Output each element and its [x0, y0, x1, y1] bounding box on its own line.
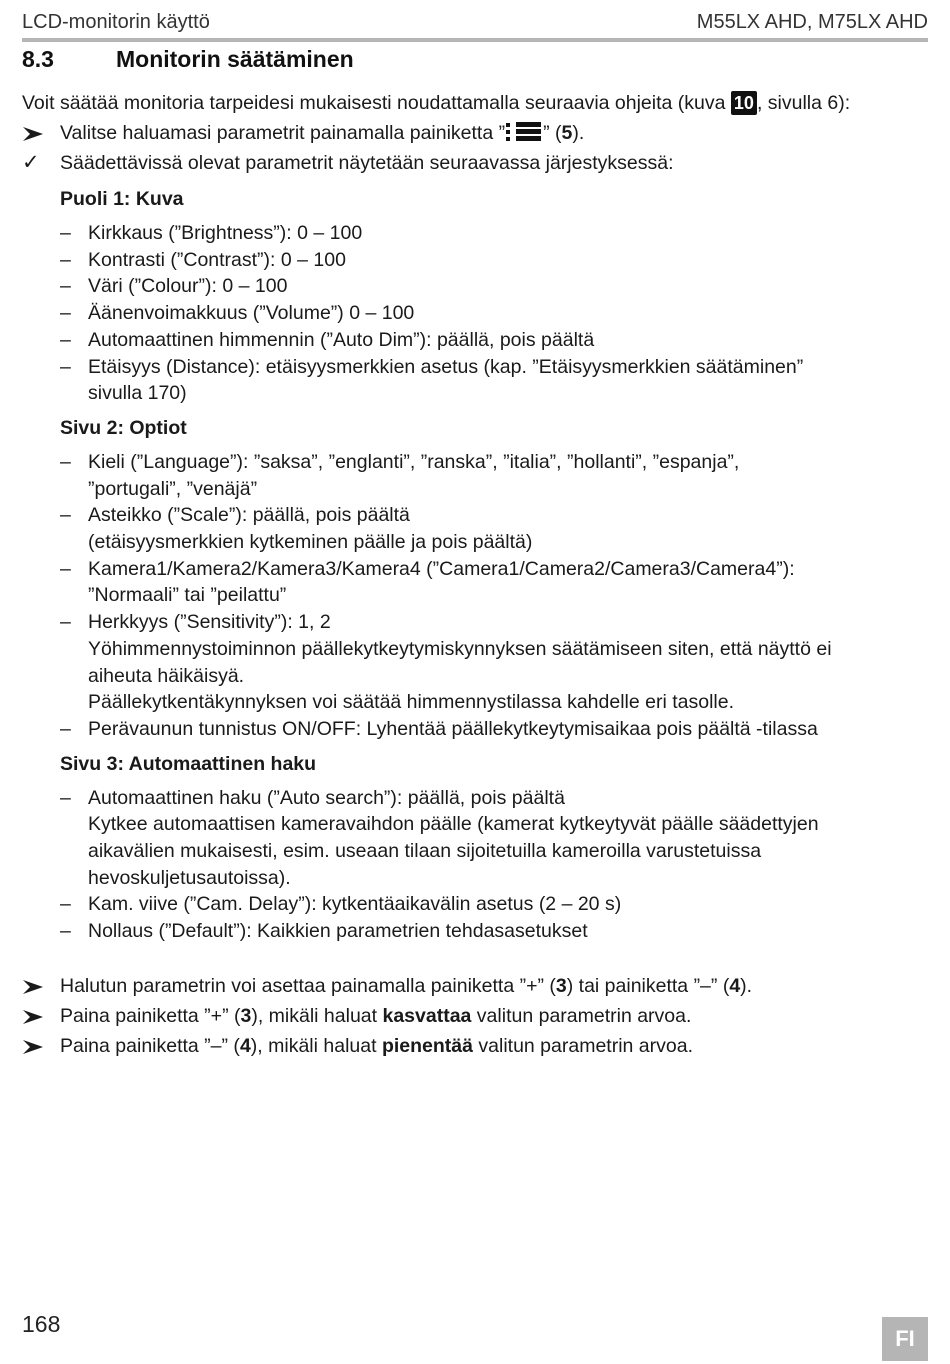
item-line: – Kamera1/Kamera2/Kamera3/Kamera4 (”Camera1/Camera2/Camera3/Camera4”):: [88, 557, 795, 580]
intro-paragraph: [22, 88, 922, 118]
emphasis-increase: kasvattaa: [382, 1004, 472, 1027]
item-line: – Perävaunun tunnistus ON/OFF: Lyhentää päällekytkeytymisaikaa pois päältä -tilassa: [88, 717, 818, 740]
menu-page-1: [60, 184, 922, 407]
section-title: Monitorin säätäminen: [116, 46, 354, 72]
item-line: – Automaattinen haku (”Auto search”): päällä, pois päältä: [88, 786, 565, 809]
parameter-list: [60, 785, 922, 945]
result-text: Säädettävissä olevat parametrit näytetään seuraavassa järjestyksessä:: [60, 152, 674, 174]
item-line: – Automaattinen himmennin (”Auto Dim”): päällä, pois päältä: [88, 328, 595, 351]
menu-page-title: Puoli 1: Kuva: [60, 188, 184, 210]
parameter-item: [60, 247, 922, 274]
parameter-item: [60, 785, 922, 892]
item-line: hevoskuljetusautoissa).: [88, 866, 291, 889]
parameter-item: [60, 273, 922, 300]
parameter-list: [60, 220, 922, 407]
item-line: – Asteikko (”Scale”): päällä, pois päältä: [88, 504, 410, 527]
item-line: – Etäisyys (Distance): etäisyysmerkkien asetus (kap. ”Etäisyysmerkkien säätäminen”: [88, 355, 804, 378]
button-number: 5: [561, 122, 573, 144]
parameter-item: [60, 609, 922, 716]
instruction-text: valitun parametrin arvoa.: [472, 1034, 693, 1057]
item-line: – Herkkyys (”Sensitivity”): 1, 2: [88, 611, 331, 634]
instruction-text: ).: [740, 974, 753, 997]
item-line: sivulla 170): [88, 382, 187, 405]
item-line: – Nollaus (”Default”): Kaikkien parametrien tehdasasetukset: [88, 920, 588, 943]
button-number: 4: [239, 1034, 251, 1057]
menu-page-3: [60, 749, 922, 945]
figure-reference-badge: 10: [731, 91, 757, 115]
instruction-text: ), mikäli haluat: [251, 1004, 383, 1027]
page-number: 168: [22, 1311, 61, 1337]
parameter-item: [60, 300, 922, 327]
intro-text: Voit säätää monitoria tarpeidesi mukaisesti noudattamalla seuraavia ohjeita (kuva: [22, 92, 731, 114]
result-line: [22, 148, 922, 178]
checkmark-icon: ✓: [22, 151, 40, 174]
button-number: 4: [729, 974, 741, 997]
instruction-text: ), mikäli haluat: [250, 1034, 382, 1057]
section-body: [22, 88, 922, 1061]
chapter-title: LCD-monitorin käyttö: [22, 11, 210, 33]
item-line: – Kirkkaus (”Brightness”): 0 – 100: [88, 222, 363, 244]
instruction-select-parameters: [22, 118, 922, 148]
item-line: – Kam. viive (”Cam. Delay”): kytkentäaikavälin asetus (2 – 20 s): [88, 893, 622, 916]
item-line: – Kieli (”Language”): ”saksa”, ”englanti”, ”ranska”, ”italia”, ”hollanti”, ”espanja”,: [88, 450, 740, 473]
instruction-text: valitun parametrin arvoa.: [471, 1004, 692, 1027]
item-line: aikavälien mukaisesti, esim. useaan tilaan sijoitetuilla kameroilla varustetuissa: [88, 840, 762, 863]
instruction-text: Valitse haluamasi parametrit painamalla painiketta ”: [60, 122, 506, 144]
item-line: Päällekytkentäkynnyksen voi säätää himmennystilassa kahdelle eri tasolle.: [88, 691, 735, 714]
parameter-item: [60, 556, 922, 609]
section-number: 8.3: [22, 46, 54, 72]
button-number: 3: [240, 1004, 252, 1027]
parameter-item: [60, 502, 922, 555]
instruction-text: Paina painiketta ”+” (: [60, 1004, 241, 1027]
parameter-list: [60, 449, 922, 743]
instruction-text-mid: ” (: [543, 122, 562, 144]
parameter-item: [60, 918, 922, 945]
intro-text-end: , sivulla 6):: [756, 92, 851, 114]
language-tab: FI: [882, 1317, 928, 1361]
parameter-item: [60, 354, 922, 407]
instruction-text: Paina painiketta ”–” (: [60, 1034, 240, 1057]
item-line: (etäisyysmerkkien kytkeminen päälle ja pois päältä): [88, 531, 533, 554]
menu-list-icon: [506, 122, 542, 142]
instruction-text: ) tai painiketta ”–” (: [566, 974, 730, 997]
menu-page-title: Sivu 2: Optiot: [60, 416, 187, 439]
item-line: ”Normaali” tai ”peilattu”: [88, 584, 287, 607]
menu-page-title: Sivu 3: Automaattinen haku: [60, 752, 317, 775]
item-line: – Kontrasti (”Contrast”): 0 – 100: [88, 248, 346, 271]
instruction-text: Halutun parametrin voi asettaa painamalla painiketta ”+” (: [60, 974, 556, 997]
instruction-text-end: ).: [572, 122, 585, 144]
item-line: – Äänenvoimakkuus (”Volume”) 0 – 100: [88, 302, 415, 325]
item-line: Kytkee automaattisen kameravaihdon päälle (kamerat kytkeytyvät päälle säädettyjen: [88, 813, 819, 836]
parameter-item: [60, 716, 922, 743]
item-line: ”portugali”, ”venäjä”: [88, 477, 258, 500]
item-line: – Väri (”Colour”): 0 – 100: [88, 275, 288, 298]
menu-page-2: [60, 413, 922, 743]
instruction-set-parameter: [22, 971, 922, 1001]
spacer: [22, 945, 922, 971]
parameter-item: [60, 449, 922, 502]
running-header: [22, 8, 928, 36]
parameter-item: [60, 327, 922, 354]
item-line: Yöhimmennystoiminnon päällekytkeytymiskynnyksen säätämiseen siten, että näyttö ei: [88, 637, 832, 660]
product-models: M55LX AHD, M75LX AHD: [696, 11, 928, 33]
emphasis-decrease: pienentää: [381, 1034, 473, 1057]
parameter-item: [60, 891, 922, 918]
instruction-decrease-value: [22, 1031, 922, 1061]
button-number: 3: [555, 974, 567, 997]
parameter-item: [60, 220, 922, 247]
item-line: aiheuta häikäisyä.: [88, 664, 245, 687]
instruction-increase-value: [22, 1001, 922, 1031]
